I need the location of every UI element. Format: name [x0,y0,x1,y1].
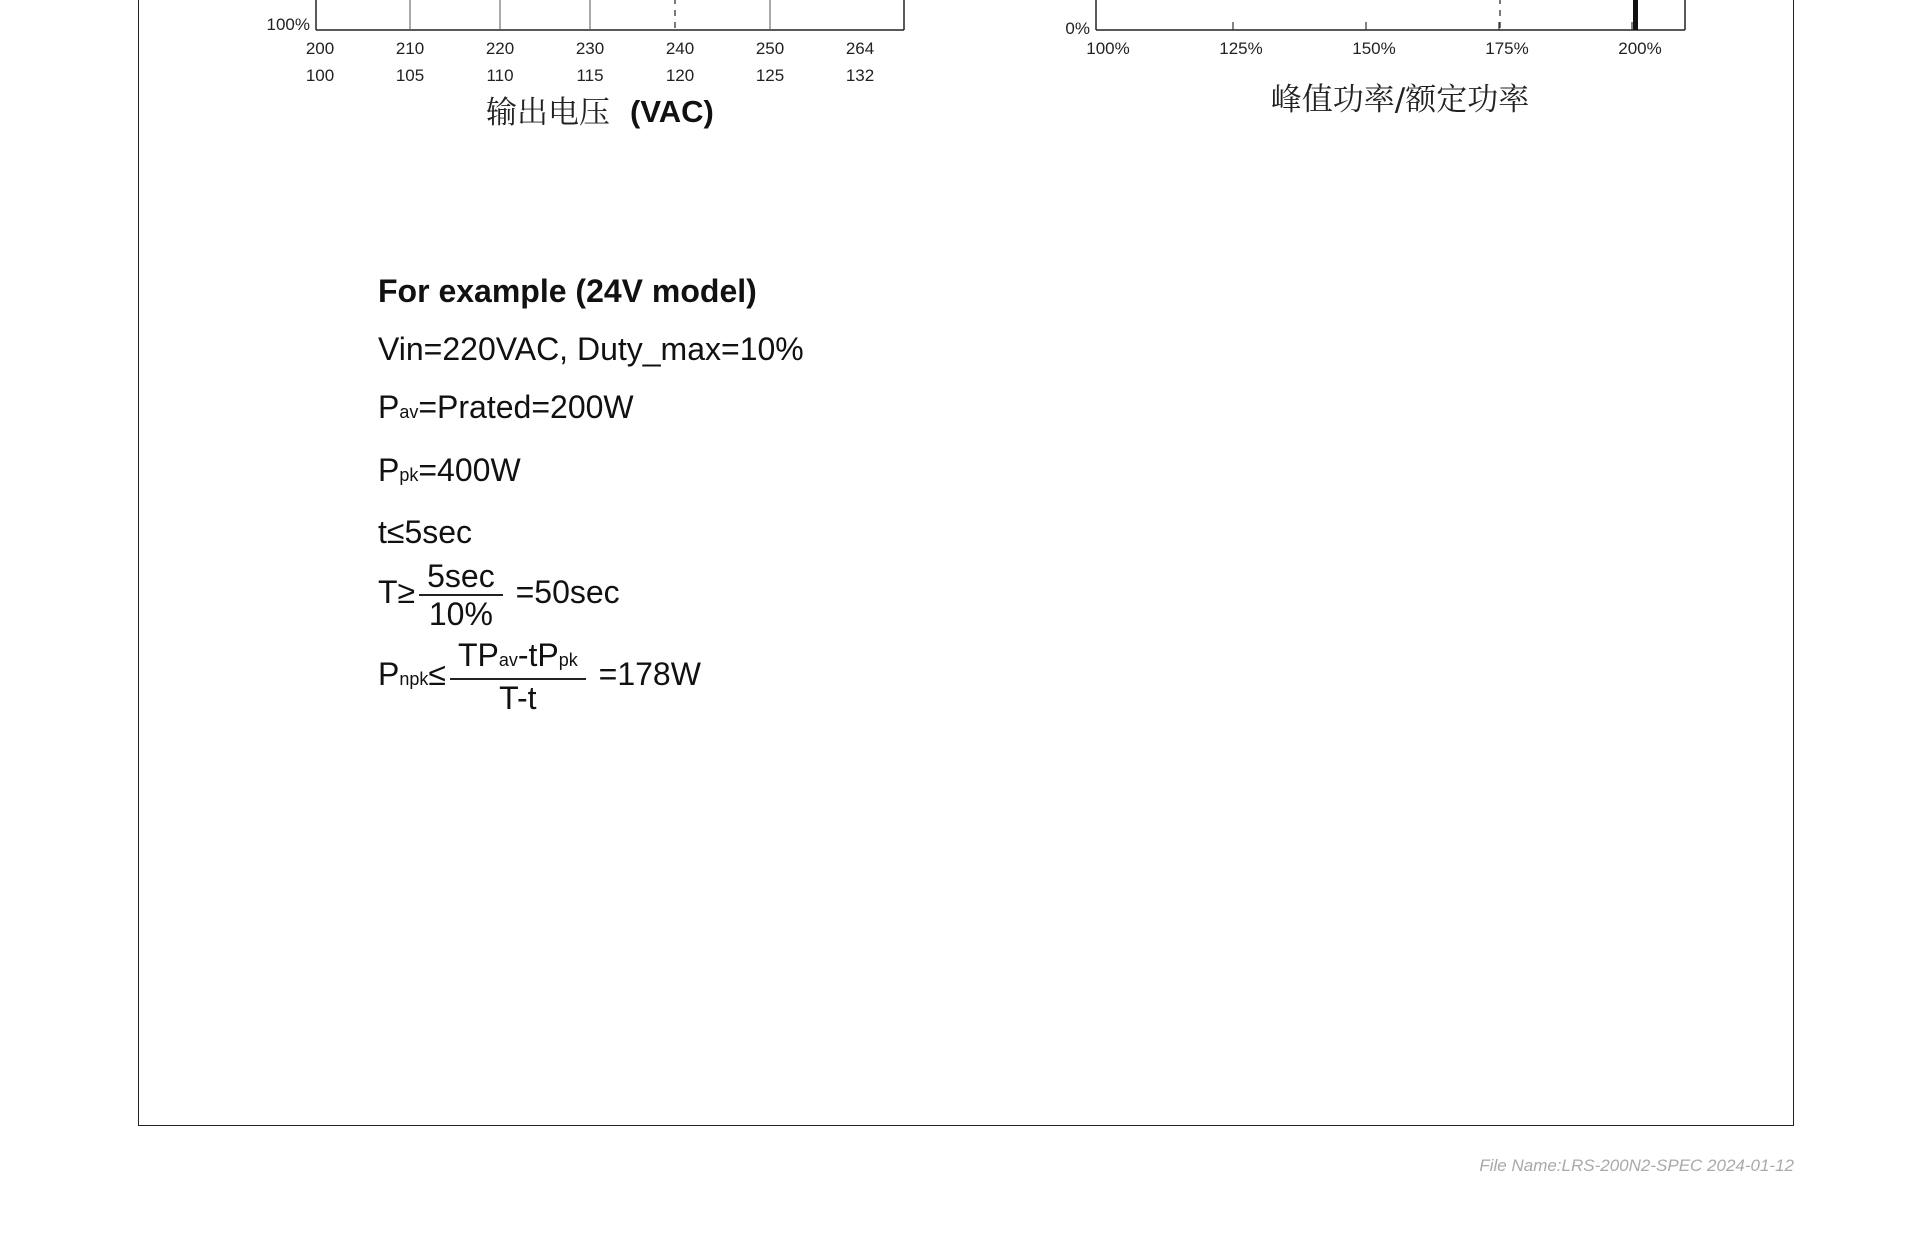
example-T-line [378,552,804,632]
ppk-symbol: P [378,452,400,488]
pnpk-denominator: T-t [499,680,537,717]
right-tick-label-125%: 125% [1219,39,1263,58]
left-tick-primary-220: 220 [485,39,515,58]
num-pk: pk [558,650,578,671]
file-name-footer: File Name:LRS-200N2-SPEC 2024-01-12 [1479,1156,1794,1175]
pav-subscript: av [399,402,419,422]
example-vin-line: Vin=220VAC, Duty_max=10% [378,331,804,367]
left-tick-secondary-110: 110 [486,66,514,85]
T-result: =50sec [515,574,620,610]
right-tick-label-200%: 200% [1618,39,1662,58]
example-pav-line [378,378,804,441]
right-x-ticks [1233,22,1632,30]
right-tick-label-100%: 100% [1086,39,1130,58]
left-x-axis-title-cn: 输出电压 [486,95,610,131]
right-chart [1065,0,1685,118]
T-numerator: 5sec [419,558,503,596]
T-fraction [419,558,503,632]
left-x-axis-title-unit: (VAC) [630,94,714,129]
left-y-tick-label: 100% [266,15,310,34]
left-chart [267,0,904,131]
left-tick-primary-200: 200 [305,39,335,58]
right-y-tick-label: 0% [1065,19,1090,38]
left-tick-primary-250: 250 [755,39,785,58]
ppk-value: =400W [418,452,521,488]
left-x-tick-labels [306,39,874,85]
pnpk-numerator [450,637,586,680]
right-tick-label-175%: 175% [1485,39,1529,58]
left-tick-primary-230: 230 [575,39,605,58]
left-tick-primary-210: 210 [395,39,425,58]
right-tick-label-150%: 150% [1352,39,1396,58]
pnpk-le: ≤ [428,656,446,692]
left-tick-secondary-132: 132 [845,66,875,85]
right-x-tick-labels [1086,39,1661,58]
example-heading: For example (24V model) [378,273,757,309]
pav-value: =Prated=200W [418,389,634,425]
T-denominator: 10% [428,595,493,632]
pnpk-symbol: P [378,656,400,692]
left-tick-primary-240: 240 [665,39,695,58]
left-tick-secondary-115: 115 [576,66,604,85]
num-tp: TP [457,637,499,674]
example-t-line: t≤5sec [378,514,473,550]
left-tick-secondary-120: 120 [665,66,695,85]
left-tick-secondary-105: 105 [395,66,425,85]
pnpk-fraction [450,637,586,716]
pnpk-subscript: npk [399,669,429,689]
pnpk-result: =178W [598,656,701,692]
right-x-axis-title: 峰值功率/额定功率 [1270,82,1530,118]
left-tick-secondary-100: 100 [305,66,335,85]
example-pnpk-line [378,634,804,719]
T-lhs: T≥ [378,574,416,610]
pav-symbol: P [378,389,400,425]
example-ppk-line [378,441,804,504]
left-x-gridlines [410,0,770,30]
right-bar-200 [1633,0,1638,30]
left-tick-primary-264: 264 [845,39,875,58]
left-tick-secondary-125: 125 [755,66,785,85]
example-block [378,262,804,719]
num-tp2: -tP [517,637,559,674]
num-av: av [498,650,518,671]
ppk-subscript: pk [399,465,419,485]
